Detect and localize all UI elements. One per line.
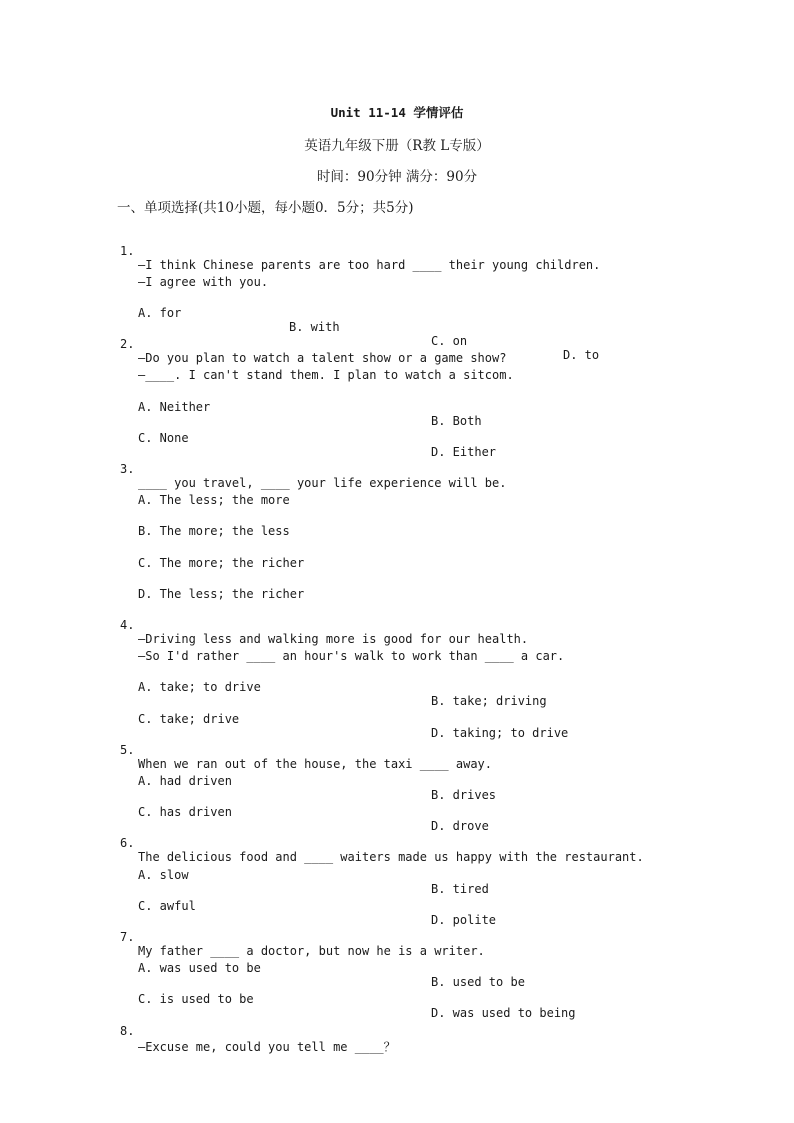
question-stem-reply: —I agree with you. [138, 275, 269, 289]
option-b: B. take; driving [431, 694, 547, 708]
option-d: D. The less; the richer [138, 587, 305, 601]
option-c: C. take; drive [138, 712, 240, 726]
question-stem: My father ____ a doctor, but now he is a writer. [138, 944, 485, 958]
question-stem: —I think Chinese parents are too hard ____ their young children. [138, 258, 601, 272]
option-a: A. The less; the more [138, 493, 290, 507]
option-a: A. for [138, 306, 182, 320]
page-title: Unit 11-14 学情评估 [330, 105, 464, 120]
question-number: 6. [120, 836, 135, 850]
question-stem: —Excuse me, could you tell me ____？ [138, 1040, 396, 1054]
option-d: D. taking; to drive [431, 726, 569, 740]
option-b: B. used to be [431, 975, 525, 989]
question-number: 4. [120, 618, 135, 632]
option-d: D. was used to being [431, 1006, 576, 1020]
question-stem-reply: —____. I can't stand them. I plan to watch a sitcom. [138, 368, 514, 382]
option-c: C. awful [138, 899, 196, 913]
question-number: 8. [120, 1024, 135, 1038]
question-stem: —Driving less and walking more is good for our health. [138, 632, 529, 646]
question-stem: —Do you plan to watch a talent show or a game show? [138, 351, 507, 365]
question-8 [0, 1010, 396, 1066]
option-a: A. take; to drive [138, 680, 261, 694]
option-c: C. has driven [138, 805, 232, 819]
option-c: C. The more; the richer [138, 556, 305, 570]
question-stem: When we ran out of the house, the taxi ____ away. [138, 757, 493, 771]
question-number: 7. [120, 930, 135, 944]
exam-time-score: 时间：90分钟 满分：90分 [316, 169, 478, 185]
option-c: C. on [431, 334, 468, 348]
option-b: B. tired [431, 882, 489, 896]
option-d: D. Either [431, 445, 497, 459]
question-stem-reply: —So I'd rather ____ an hour's walk to work than ____ a car. [138, 649, 565, 663]
question-stem: The delicious food and ____ waiters made us happy with the restaurant. [138, 850, 644, 864]
question-number: 1. [120, 244, 135, 258]
option-a: A. had driven [138, 774, 232, 788]
page-subtitle: 英语九年级下册（R教 L专版） [304, 138, 490, 154]
question-stem: ____ you travel, ____ your life experience will be. [138, 476, 507, 490]
option-d: D. drove [431, 819, 489, 833]
option-c: C. is used to be [138, 992, 254, 1006]
option-b: B. The more; the less [138, 524, 290, 538]
question-number: 3. [120, 462, 135, 476]
question-number: 2. [120, 337, 135, 351]
option-a: A. was used to be [138, 961, 261, 975]
option-d: D. polite [431, 913, 497, 927]
option-b: B. drives [431, 788, 497, 802]
option-a: A. slow [138, 868, 189, 882]
option-a: A. Neither [138, 400, 211, 414]
option-d: D. to [563, 348, 600, 362]
question-number: 5. [120, 743, 135, 757]
option-b: B. Both [431, 414, 482, 428]
option-b: B. with [289, 320, 340, 334]
option-c: C. None [138, 431, 189, 445]
section-heading: 一、单项选择(共10小题，每小题0．5分；共5分) [117, 200, 414, 216]
